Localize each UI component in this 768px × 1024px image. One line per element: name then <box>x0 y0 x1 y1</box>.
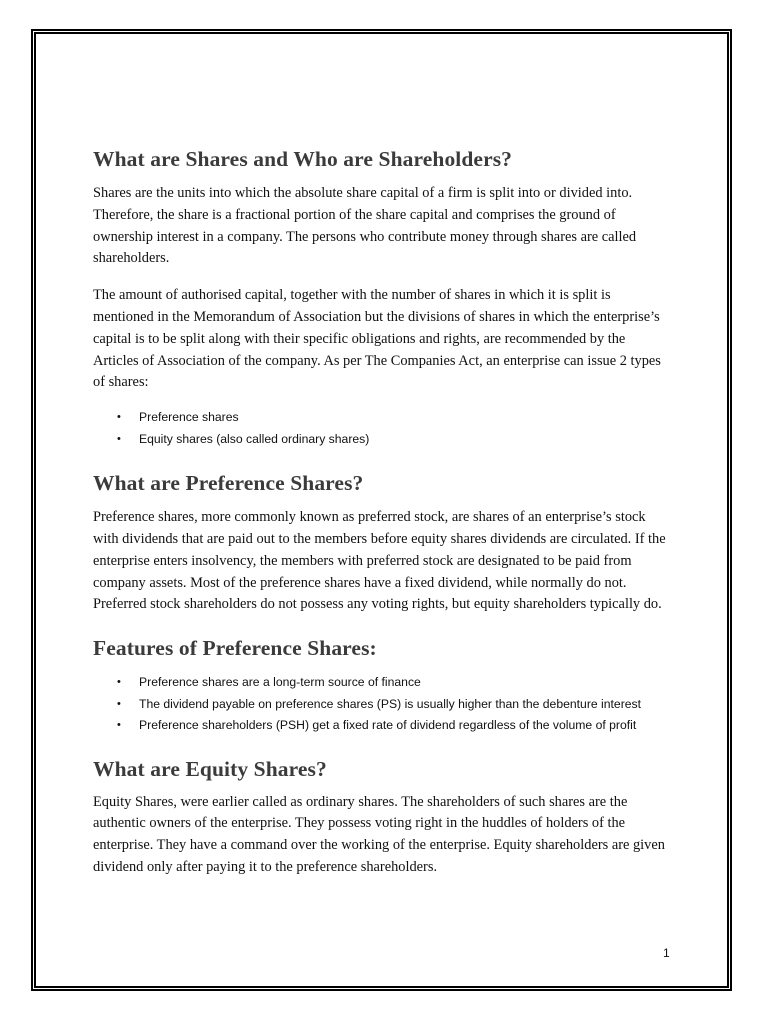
list-item-text: The dividend payable on preference shares (PS) is usually higher than the debenture interest <box>139 696 642 711</box>
bullet-icon: • <box>117 411 121 424</box>
paragraph-authorised-capital: The amount of authorised capital, together with the number of shares in which it is split is mentioned in the Memorandum of Association but the divisions of shares in which the enterprise’s capital is to be split along with their specific obligations and rights, are recommended by the Articles of Association of the company. As per The Companies Act, an enterprise can issue 2 types of shares: <box>93 287 661 391</box>
list-item <box>93 672 673 694</box>
heading-shares-shareholders: What are Shares and Who are Shareholders? <box>93 147 513 171</box>
bullet-icon: • <box>117 676 121 689</box>
document-body <box>93 144 673 879</box>
bullet-icon: • <box>117 697 121 710</box>
heading-equity-shares: What are Equity Shares? <box>93 756 327 781</box>
paragraph-preference-shares: Preference shares, more commonly known as preferred stock, are shares of an enterprise’s stock with dividends that are paid out to the members before equity shares dividends are circulated. If the enterprise enters insolvency, the members with preferred stock are designated to be paid from company assets. Most of the preference shares have a fixed dividend, while normally do not. Preferred stock shareholders do not possess any voting rights, but equity shareholders typically do. <box>93 509 666 613</box>
list-item <box>93 694 673 716</box>
list-item <box>93 715 673 737</box>
bullet-icon: • <box>117 719 121 732</box>
bullet-icon: • <box>117 432 121 445</box>
features-list <box>93 672 673 737</box>
list-item-text: Preference shares are a long-term source of finance <box>139 675 421 690</box>
page-number: 1 <box>663 946 670 960</box>
share-types-list <box>93 407 673 450</box>
heading-features-preference-shares: Features of Preference Shares: <box>93 636 377 661</box>
heading-preference-shares: What are Preference Shares? <box>93 471 364 496</box>
list-item <box>93 407 673 429</box>
paragraph-equity-shares: Equity Shares, were earlier called as ordinary shares. The shareholders of such shares are the authentic owners of the enterprise. They possess voting right in the huddles of holders of the enterprise. They have a command over the working of the enterprise. Equity shareholders are given dividend only after paying it to the preference shareholders. <box>93 793 665 876</box>
list-item-text: Preference shares <box>139 410 239 425</box>
list-item <box>93 429 673 451</box>
list-item-text: Equity shares (also called ordinary shares) <box>139 431 370 446</box>
list-item-text: Preference shareholders (PSH) get a fixed rate of dividend regardless of the volume of profit <box>139 718 637 733</box>
paragraph-shares-definition: Shares are the units into which the absolute share capital of a firm is split into or divided into. Therefore, the share is a fractional portion of the share capital and comprises the ground of ownership interest in a company. The persons who contribute money through shares are called shareholders. <box>93 185 637 267</box>
